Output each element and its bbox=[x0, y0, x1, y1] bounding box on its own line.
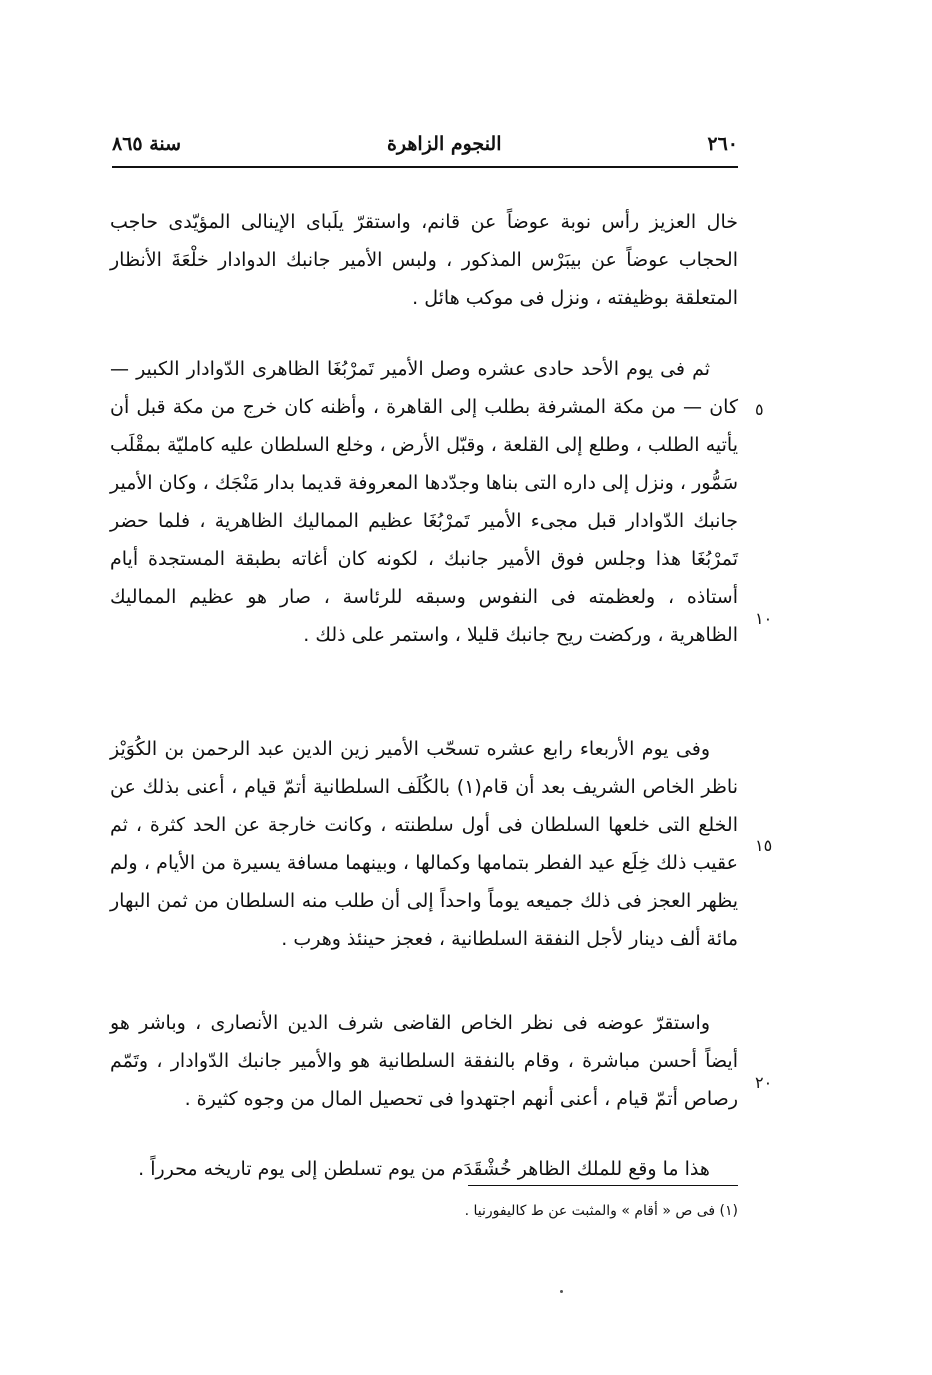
line-number-5: ٥ bbox=[755, 400, 764, 419]
line-number-20: ٢٠ bbox=[755, 1073, 773, 1092]
paper-speck bbox=[560, 1290, 563, 1293]
running-header bbox=[112, 126, 738, 162]
page-number: ٢٦٠ bbox=[707, 133, 738, 155]
year-label: سنة ٨٦٥ bbox=[112, 133, 182, 155]
footnote-rule bbox=[468, 1185, 738, 1186]
paragraph-5: هذا ما وقع للملك الظاهر خُشْقَدَم من يوم تسلطن إلى يوم تاريخه محرراً . bbox=[138, 1158, 710, 1180]
paragraph-2: ثم فى يوم الأحد حادى عشره وصل الأمير تَمرْبُغَا الظاهرى الدّوادار الكبير — كان — من مكة المشرفة بطلب إلى القاهرة ، وأظنه كان خرج من مكة قبل أن يأتيه الطلب ، وطلع إلى القلعة ، وقبّل الأرض ، وخلع السلطان عليه كامليّة بمقْلَب سَمُّور ، ونزل إلى داره التى بناها وجدّدها المعروفة قديما بدار مَنْجَك ، وكان الأمير جانبك الدّوادار قبل مجىء الأمير تَمرْبُغَا عظيم المماليك الظاهرية ، فلما حضر تَمرْبُغَا هذا وجلس فوق الأمير جانبك ، لكونه كان أغاته بطبقة المستجدة أيام أستاذه ، ولعظمته فى النفوس وسبقه للرئاسة ، صار هو عظيم المماليك الظاهرية ، وركضت ريح جانبك قليلا ، واستمر على ذلك . bbox=[110, 358, 738, 646]
paragraph-4: واستقرّ عوضه فى نظر الخاص القاضى شرف الدين الأنصارى ، وباشر هو أيضاً أحسن مباشرة ، وقام بالنفقة السلطانية هو والأمير جانبك الدّوادار ، وتَمّم رصاص أتمّ قيام ، أعنى أنهم اجتهدوا فى تحصيل المال من وجوه كثيرة . bbox=[110, 1012, 738, 1110]
footnote: (١) فى ص « أقام » والمثبت عن ط كاليفورنيا . bbox=[464, 1203, 738, 1219]
paragraph-1: خال العزيز رأس نوبة عوضاً عن قانم، واستقرّ يلَباى الإينالى المؤيّدى حاجب الحجاب عوضاً عن بيبَرْس المذكور ، ولبس الأمير جانبك الدوادار خلْعَةَ الأنظار المتعلقة بوظيفته ، ونزل فى موكب هائل . bbox=[110, 211, 738, 309]
header-rule bbox=[112, 166, 738, 168]
line-number-15: ١٥ bbox=[755, 836, 773, 855]
book-title: النجوم الزاهرة bbox=[386, 133, 502, 155]
line-number-10: ١٠ bbox=[755, 609, 773, 628]
paragraph-3: وفى يوم الأربعاء رابع عشره تسحّب الأمير زين الدين عبد الرحمن بن الكُوَيْز ناظر الخاص الشريف بعد أن قام(١) بالكُلَف السلطانية أتمّ قيام ، أعنى بذلك عن الخلع التى خلعها السلطان فى أول سلطنته ، وكانت خارجة عن الحد كثرة ، ثم عقيب ذلك خِلَع عيد الفطر بتمامها وكمالها ، وبينهما مسافة يسيرة من الأيام ، ولم يظهر العجز فى ذلك جميعه يوماً واحداً إلى أن طلب منه السلطان من ثمن البهار مائة ألف دينار لأجل النفقة السلطانية ، فعجز حينئذ وهرب . bbox=[110, 738, 738, 950]
